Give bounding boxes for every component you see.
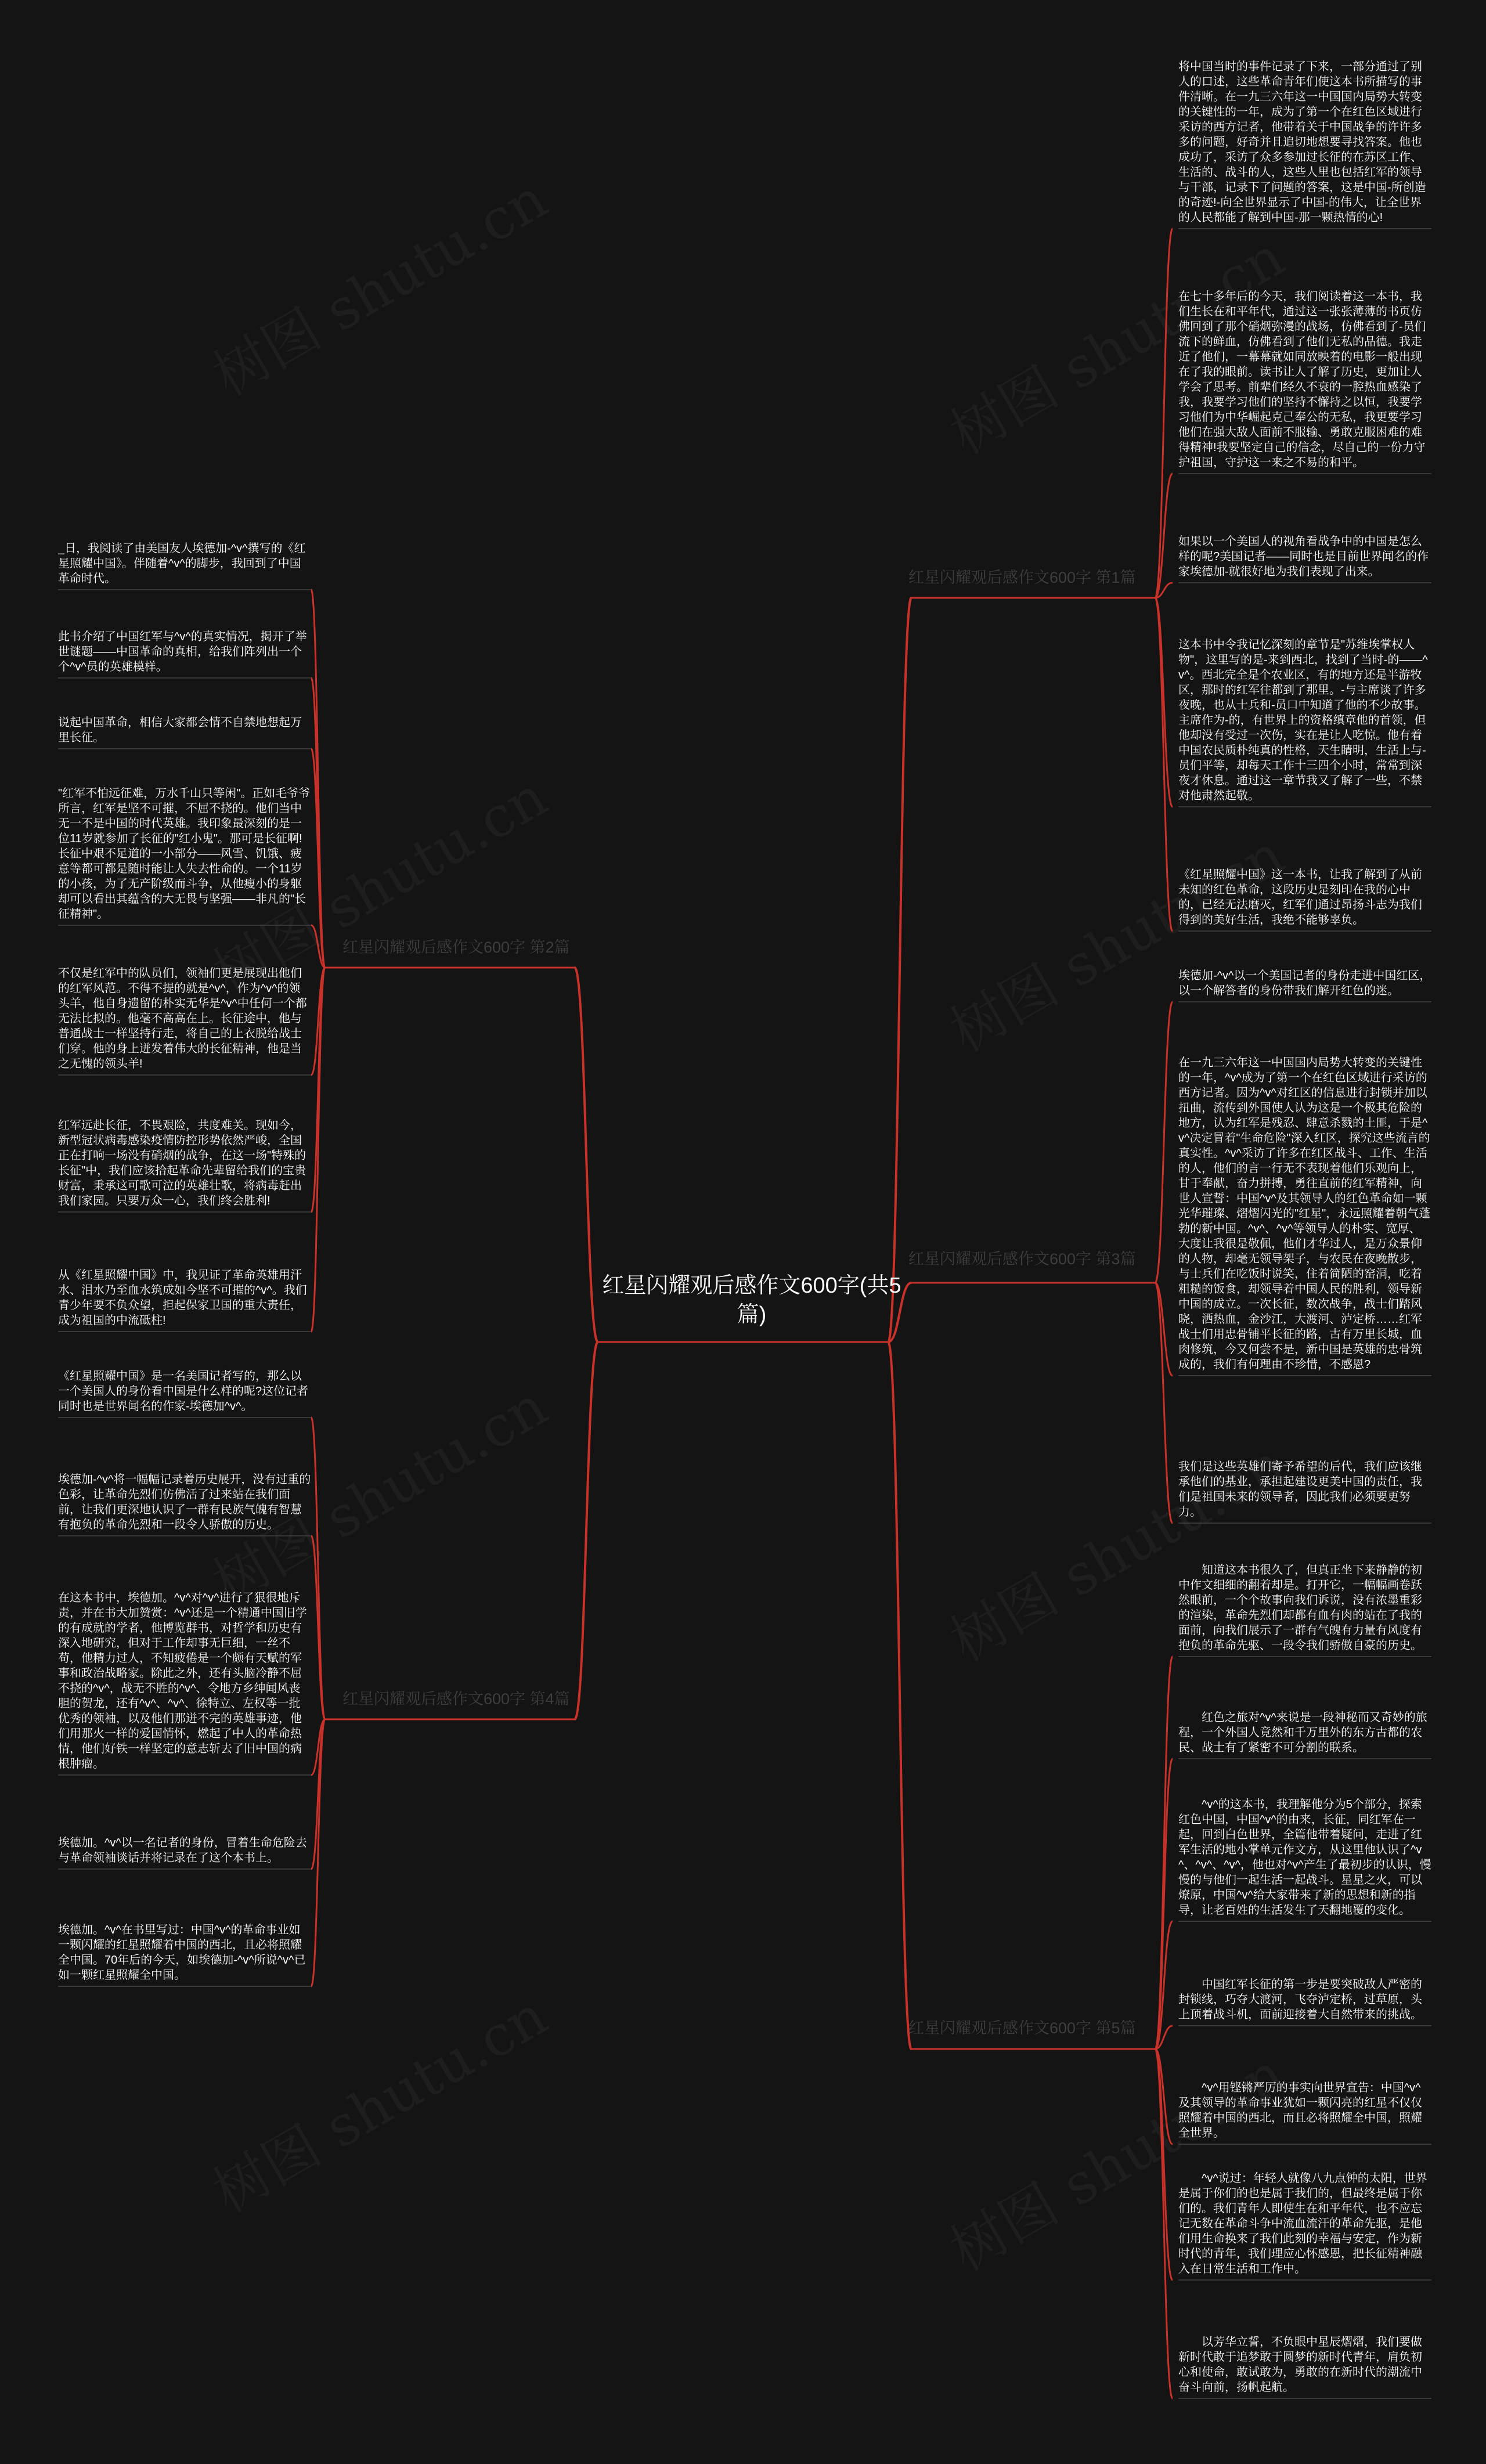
leaf-b2-7[interactable]: 从《红星照耀中国》中，我见证了革命英雄用汗水、泪水乃至血水筑成如今坚不可摧的^v^。我们青少年要不负众望，担起保家卫国的重大责任，成为祖国的中流砥柱! <box>58 1269 307 1327</box>
leaf-b2-2[interactable]: 此书介绍了中国红军与^v^的真实情况，揭开了举世谜题——中国革命的真相，给我们阵列出一个个^v^员的英雄模样。 <box>58 630 307 673</box>
leaf-b4-1[interactable]: 《红星照耀中国》是一名美国记者写的，那么以一个美国人的身份看中国是什么样的呢?这位记者同时也是世界闻名的作家-埃德加^v^。 <box>58 1370 309 1413</box>
leaf-b2-4[interactable]: "红军不怕远征难，万水千山只等闲"。正如毛爷爷所言，红军是坚不可摧，不屈不挠的。他们当中无一不是中国的时代英雄。我印象最深刻的是一位11岁就参加了长征的"红小鬼"。那可是长征啊!长征中艰不足道的一小部分——风雪、饥饿、疲意等都可都是随时能让人失去性命的。一个11岁的小孩，为了无产阶级而斗争，从他瘦小的身躯却可以看出其蕴含的大无畏与坚强——非凡的"长征精神"。 <box>58 787 311 921</box>
branch-label-5[interactable]: 红星闪耀观后感作文600字 第5篇 <box>908 2019 1136 2037</box>
trunk-curve <box>575 1342 598 1719</box>
leaf-b4-2[interactable]: 埃德加-^v^将一幅幅记录着历史展开，没有过重的色彩，让革命先烈们仿佛活了过来站在我们面前，让我们更深地认识了一群有民族气魄有智慧有抱负的革命先烈和一段令人骄傲的历史。 <box>58 1473 311 1531</box>
leaf-b1-3[interactable]: 如果以一个美国人的视角看战争中的中国是怎么样的呢?美国记者——同时也是目前世界闻名的作家埃德加-就很好地为我们表现了出来。 <box>1178 535 1429 578</box>
branch-label-2[interactable]: 红星闪耀观后感作文600字 第2篇 <box>342 939 570 956</box>
leaf-curve <box>311 590 325 968</box>
leaf-b5-4[interactable]: 中国红军长征的第一步是要突破敌人严密的封锁线，巧夺大渡河，飞夺泸定桥，过草原，头上顶着战斗机，面前迎接着大自然带来的挑战。 <box>1178 1978 1422 2021</box>
branch-label-4[interactable]: 红星闪耀观后感作文600字 第4篇 <box>342 1690 570 1708</box>
branch-label-1[interactable]: 红星闪耀观后感作文600字 第1篇 <box>908 569 1136 586</box>
leaf-b1-5[interactable]: 《红星照耀中国》这一本书，让我了解到了从前未知的红色革命，这段历史是刻印在我的心中的，已经无法磨灭，红军们通过昂扬斗志为我们得到的美好生活，我绝不能够辜负。 <box>1178 868 1422 926</box>
leaf-b2-5[interactable]: 不仅是红军中的队员们，领袖们更是展现出他们的红军风范。不得不提的就是^v^，作为^v^的领头羊，他自身遗留的朴实无华是^v^中任何一个都无法比拟的。他毫不高高在上。长征途中，他与普通战士一样坚持行走，将自己的上衣脱给战士们穿。他的身上迸发着伟大的长征精神，他是当之无愧的领头羊! <box>58 967 307 1070</box>
trunk-curve <box>575 968 598 1342</box>
leaf-b5-5[interactable]: ^v^用铿锵严厉的事实向世界宣告：中国^v^及其领导的革命事业犹如一颗闪亮的红星不仅仅照耀着中国的西北，而且必将照耀全中国，照耀全世界。 <box>1178 2081 1422 2140</box>
leaf-b2-1[interactable]: _日，我阅读了由美国友人埃德加-^v^撰写的《红星照耀中国》。伴随着^v^的脚步，我回到了中国革命时代。 <box>58 542 306 585</box>
leaf-b1-2[interactable]: 在七十多年后的今天，我们阅读着这一本书，我们生长在和平年代，通过这一张张薄薄的书页仿佛回到了那个硝烟弥漫的战场，仿佛看到了-员们流下的鲜血，仿佛看到了他们无私的品德。我走近了他们，一幕幕就如同放映着的电影一般出现在了我的眼前。读书让人了解了历史，更加让人学会了思考。前辈们经久不衰的一腔热血感染了我，我要学习他们的坚持不懈持之以恒，我要学习他们为中华崛起克己奉公的无私，我更要学习他们在强大敌人面前不服输、勇敢克服困难的难得精神!我要坚定自己的信念，尽自己的一份力守护祖国，守护这一来之不易的和平。 <box>1178 290 1426 469</box>
leaf-curve <box>1155 1002 1173 1283</box>
leaf-curve <box>1155 598 1173 931</box>
leaf-b2-3[interactable]: 说起中国革命，相信大家都会情不自禁地想起万里长征。 <box>58 716 302 744</box>
leaf-b5-7[interactable]: 以芳华立誓，不负眼中星辰熠熠，我们要做新时代敢于追梦敢于圆梦的新时代青年，肩负初心和使命，敢试敢为，勇敢的在新时代的潮流中奋斗向前，扬帆起航。 <box>1178 2336 1422 2394</box>
leaf-b1-1[interactable]: 将中国当时的事件记录了下来，一部分通过了别人的口述，这些革命青年们使这本书所描写的事件清晰。在一九三六年这一中国国内局势大转变的关键性的一年，成为了第一个在红色区域进行采访的西方记者，他带着关于中国战争的许许多多的问题，好奇并且追切地想要寻找答案。他也成功了，采访了众多参加过长征的在苏区工作、生活的、战斗的人，这些人里也包括红军的领导与干部，记录下了问题的答案，这是中国-所创造的奇迹!-向全世界显示了中国-的伟大，让全世界的人民都能了解到中国-那一颗热情的心! <box>1178 60 1426 224</box>
leaf-b5-3[interactable]: ^v^的这本书，我理解他分为5个部分，探索红色中国，中国^v^的由来，长征，同红军在一起，回到白色世界，全篇他带着疑问，走进了红军生活的地小掌单元作文方，从这里他认识了^v^、^v^、^v^，他也对^v^产生了最初步的认识，慢慢的与他们一起生活一起战斗。星星之火，可以燎原，中国^v^给大家带来了新的思想和新的指导，让老百姓的生活发生了天翻地覆的变化。 <box>1178 1798 1431 1917</box>
leaf-curve <box>311 678 325 968</box>
leaf-b3-1[interactable]: 埃德加-^v^以一个美国记者的身份走进中国红区，以一个解答者的身份带我们解开红色的迷。 <box>1178 969 1431 997</box>
trunk-curve <box>888 1342 911 2049</box>
leaf-b4-3[interactable]: 在这本书中，埃德加。^v^对^v^进行了狠很地斥责，并在书大加赞赏：^v^还是一个精通中国旧学的有成就的学者，他博览群书，对哲学和历史有深入地研究，但对于工作却事无巨细，一丝不苟，他精力过人，不知疲倦是一个颇有天赋的军事和政治战略家。除此之外，还有头脑冷静不屈不挠的^v^，战无不胜的^v^、令地方乡绅闻风丧胆的贺龙，还有^v^、^v^、徐特立、左权等一批优秀的领袖，以及他们那迸不完的英雄事迹，他们用那火一样的爱国情怀，燃起了中人的革命热情，他们好铁一样坚定的意志斩去了旧中国的病根肿瘤。 <box>58 1592 307 1770</box>
leaf-curve <box>1155 1759 1173 2049</box>
leaf-curve <box>311 1417 325 1719</box>
center-title[interactable]: 红星闪耀观后感作文600字(共5篇) <box>602 1274 901 1327</box>
trunk-curve <box>888 598 911 1342</box>
leaf-b3-2[interactable]: 在一九三六年这一中国国内局势大转变的关键性的一年，^v^成为了第一个在红色区域进行采访的西方记者。因为^v^对红区的信息进行封锁并加以扭曲，流传到外国使人认为这是一个极其危险的地方，认为红军是残忍、肆意杀戮的土匪，于是^v^决定冒着"生命危险"深入红区，探究这些流言的真实性。^v^采访了许多在红区战斗、工作、生活的人，他们的言一行无不表现着他们乐观向上，甘于奉献，奋力拼搏，勇往直前的红军精神，向世人宣誓：中国^v^及其领导人的红色革命如一颗光华璀璨、熠熠闪光的"红星"，永远照耀着朝气蓬勃的新中国。^v^、^v^等领导人的朴实、宽厚、大度让我很是敬佩，他们才华过人，是万众景仰的人物，却毫无领导架子，与农民在夜晚散步，与士兵们在吃饭时说笑，住着简陋的窑洞，吃着粗糙的饭食，却领导着中国人民的胜利，领导新中国的成立。一次长征，数次战争，战士们踏风晓，洒热血，金沙江，大渡河、泸定桥……红军战士们用忠骨铺平长征的路，古有万里长城，血肉修筑，今又何尝不是，新中国是英雄的忠骨筑成的，我们有何理由不珍惜，不感恩? <box>1178 1056 1431 1371</box>
leaf-b4-5[interactable]: 埃德加。^v^在书里写过：中国^v^的革命事业如一颗闪耀的红星照耀着中国的西北，且必将照耀全中国。70年后的今天，如埃德加-^v^所说^v^已如一颗红星照耀全中国。 <box>58 1924 306 1982</box>
leaf-b5-6[interactable]: ^v^说过：年轻人就像八九点钟的太阳，世界是属于你们的也是属于我们的，但最终是属于你们的。我们青年人即使生在和平年代，也不应忘记无数在革命斗争中流血流汗的革命先驱，是他们用生命换来了我们此刻的幸福与安定，作为新时代的青年，我们理应心怀感恩，把长征精神融入在日常生活和工作中。 <box>1178 2172 1427 2275</box>
leaf-b2-6[interactable]: 红军远赴长征，不畏艰险，共度难关。现如今，新型冠状病毒感染疫情防控形势依然严峻，全国正在打响一场没有硝烟的战争，在这一场"特殊的长征"中，我们应该拾起革命先辈留给我们的宝贵财富，秉承这可歌可泣的英雄壮歌，将病毒赶出我们家园。只要万众一心，我们终会胜利! <box>58 1119 306 1207</box>
leaf-curve <box>311 1719 325 1986</box>
leaf-b1-4[interactable]: 这本书中令我记忆深刻的章节是"苏维埃掌权人物"，这里写的是-来到西北，找到了当时-的——^v^。西北完全是个农业区，有的地方还是半游牧区，那时的红军往都到了那里。-与主席谈了许多夜晚，也从士兵和-员口中知道了他的不少故事。主席作为-的，有世界上的资格缜章他的首领，但他却没有受过一次伤，实在是让人吃惊。他有着中国农民质朴纯真的性格，天生睛明，生活上与-员们平等，却每天工作十三四个小时，常常到深夜才休息。通过这一章节我又了解了一些，不禁对他肃然起敬。 <box>1178 638 1428 802</box>
branch-label-3[interactable]: 红星闪耀观后感作文600字 第3篇 <box>908 1250 1136 1268</box>
leaf-b5-1[interactable]: 知道这本书很久了，但真正坐下来静静的初中作文细细的翻着却是。打开它，一幅幅画卷跃然眼前，一个个故事向我们诉说，没有浓墨重彩的渲染，革命先烈们却都有血有肉的站在了我的面前，向我们展示了一群有气魄有力量有风度有抱负的革命先驱、一段令我们骄傲自豪的历史。 <box>1178 1564 1422 1652</box>
leaf-b4-4[interactable]: 埃德加。^v^以一名记者的身份，冒着生命危险去与革命领袖谈话并将记录在了这个本书上。 <box>58 1837 307 1864</box>
leaf-curve <box>1155 1283 1173 1523</box>
leaf-b3-3[interactable]: 我们是这些英雄们寄予希望的后代，我们应该继承他们的基业，承担起建设更美中国的责任，我们是祖国未来的领导者，因此我们必须要更努力。 <box>1178 1460 1422 1518</box>
leaf-b5-2[interactable]: 红色之旅对^v^来说是一段神秘而又奇妙的旅程，一个外国人竟然和千万里外的东方古都的农民、战士有了紧密不可分割的联系。 <box>1178 1711 1427 1754</box>
